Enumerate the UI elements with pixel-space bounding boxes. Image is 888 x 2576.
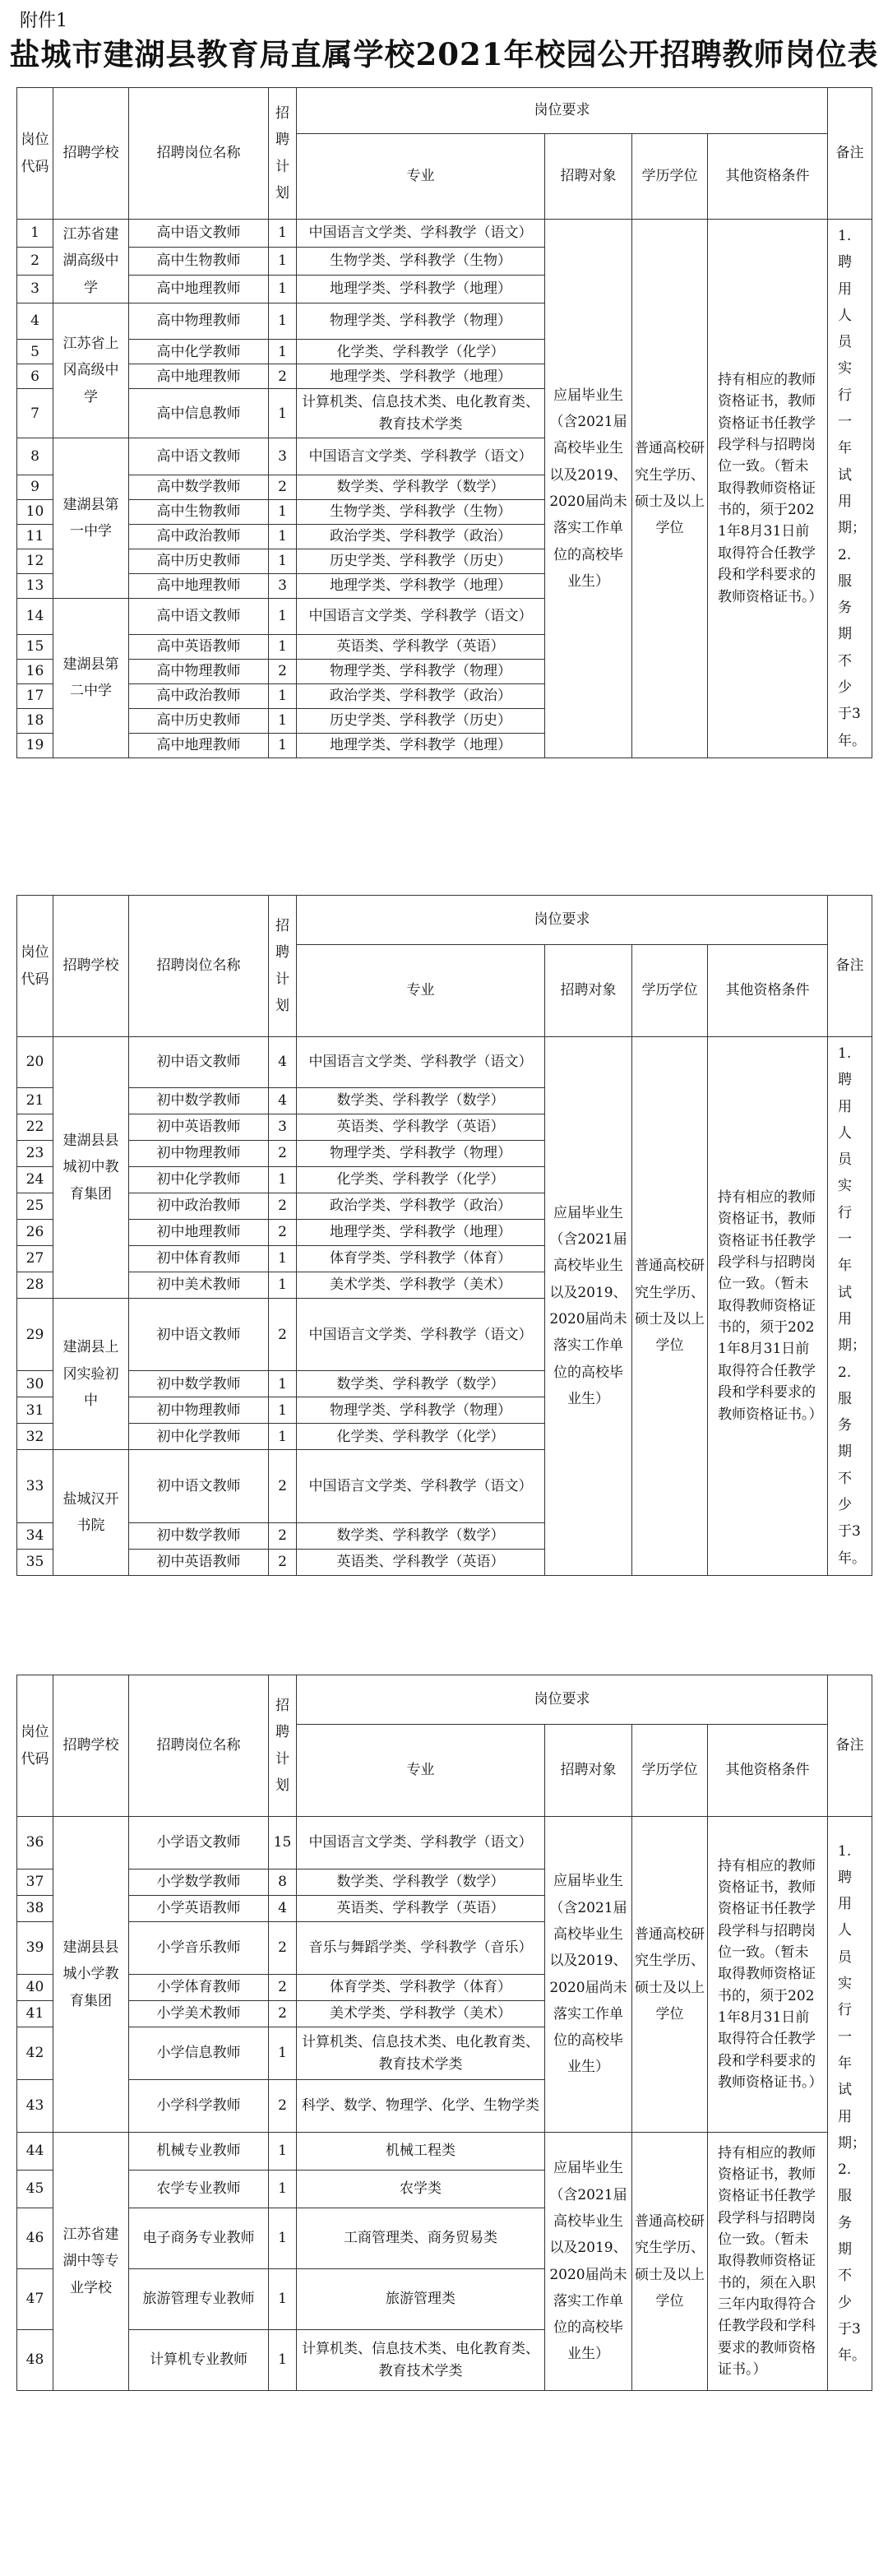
position-major: 数学类、学科教学（数学） [297,1869,545,1896]
position-major: 体育学类、学科教学（体育） [297,1975,545,2001]
position-plan: 1 [269,247,297,275]
position-major: 英语类、学科教学（英语） [297,1896,545,1922]
remarks: 1.聘用人员实行一年试用期；2.服务期不少于3年。 [828,1817,872,2391]
position-name: 高中语文教师 [129,598,269,634]
position-major: 农学类 [297,2171,545,2208]
position-major: 中国语言文学类、学科教学（语文） [297,220,545,248]
position-major: 计算机类、信息技术类、电化教育类、教育技术学类 [297,2330,545,2391]
position-plan: 1 [269,524,297,549]
header-target: 招聘对象 [545,1725,632,1817]
position-code: 33 [17,1450,53,1522]
position-major: 机械工程类 [297,2133,545,2171]
position-plan: 2 [269,1299,297,1371]
position-plan: 1 [269,2330,297,2391]
other-qualification: 持有相应的教师资格证书，教师资格证书任教学段学科与招聘岗位一致。（暂未取得教师资格证书的，须在入职三年内取得符合任教学段和学科要求的教师资格证书。） [708,2133,828,2391]
position-code: 26 [17,1220,53,1246]
position-table [16,895,872,1576]
school-name: 建湖县第二中学 [53,598,129,758]
position-major: 科学、数学、物理学、化学、生物学类 [297,2080,545,2133]
header-plan: 招聘计划 [269,896,297,1037]
recruit-target: 应届毕业生（含2021届高校毕业生以及2019、2020届尚未落实工作单位的高校毕业生） [545,2133,632,2391]
header-requirements: 岗位要求 [297,88,828,134]
position-major: 化学类、学科教学（化学） [297,340,545,364]
position-code: 23 [17,1141,53,1167]
header-requirements: 岗位要求 [297,896,828,945]
position-code: 1 [17,220,53,248]
position-major: 美术学类、学科教学（美术） [297,1272,545,1299]
header-code: 岗位代码 [17,88,53,220]
header-remarks: 备注 [828,88,872,220]
other-qualification: 持有相应的教师资格证书，教师资格证书任教学段学科与招聘岗位一致。（暂未取得教师资格证书的，须于2021年8月31日前取得符合任教学段和学科要求的教师资格证书。） [708,1037,828,1576]
position-code: 29 [17,1299,53,1371]
table-row [17,1037,872,1088]
position-code: 48 [17,2330,53,2391]
edu-requirement: 普通高校研究生学历、硕士及以上学位 [632,1817,708,2133]
position-major: 政治学类、学科教学（政治） [297,524,545,549]
header-remarks: 备注 [828,896,872,1037]
position-plan: 2 [269,2080,297,2133]
position-name: 初中化学教师 [129,1424,269,1450]
position-name: 计算机专业教师 [129,2330,269,2391]
school-name: 建湖县县城小学教育集团 [53,1817,129,2133]
position-code: 5 [17,340,53,364]
position-plan: 1 [269,1424,297,1450]
position-plan: 2 [269,1975,297,2001]
position-name: 高中语文教师 [129,220,269,248]
position-code: 40 [17,1975,53,2001]
position-plan: 1 [269,2133,297,2171]
position-plan: 1 [269,1167,297,1193]
position-plan: 3 [269,573,297,598]
position-code: 34 [17,1522,53,1549]
position-name: 小学语文教师 [129,1817,269,1869]
position-code: 6 [17,364,53,389]
position-name: 小学英语教师 [129,1896,269,1922]
position-name: 旅游管理专业教师 [129,2269,269,2330]
position-name: 高中英语教师 [129,634,269,659]
position-plan: 2 [269,1922,297,1975]
position-code: 4 [17,303,53,339]
header-plan: 招聘计划 [269,1675,297,1817]
position-name: 初中物理教师 [129,1397,269,1424]
position-plan: 1 [269,733,297,758]
position-code: 47 [17,2269,53,2330]
other-qualification: 持有相应的教师资格证书，教师资格证书任教学段学科与招聘岗位一致。（暂未取得教师资格证书的，须于2021年8月31日前取得符合任教学段和学科要求的教师资格证书。） [708,220,828,758]
position-name: 高中政治教师 [129,524,269,549]
position-code: 16 [17,659,53,683]
position-major: 计算机类、信息技术类、电化教育类、教育技术学类 [297,389,545,438]
position-name: 高中历史教师 [129,549,269,573]
position-plan: 1 [269,683,297,708]
school-name: 江苏省上冈高级中学 [53,303,129,438]
position-code: 38 [17,1896,53,1922]
position-plan: 1 [269,389,297,438]
position-major: 地理学类、学科教学（地理） [297,1220,545,1246]
position-name: 电子商务专业教师 [129,2208,269,2269]
table-row [17,2133,872,2171]
position-plan: 2 [269,1450,297,1522]
position-plan: 1 [269,220,297,248]
position-code: 31 [17,1397,53,1424]
position-plan: 1 [269,275,297,303]
position-major: 数学类、学科教学（数学） [297,475,545,499]
header-major: 专业 [297,1725,545,1817]
header-target: 招聘对象 [545,134,632,220]
position-code: 19 [17,733,53,758]
position-plan: 1 [269,1246,297,1272]
position-major: 计算机类、信息技术类、电化教育类、教育技术学类 [297,2027,545,2080]
position-name: 初中语文教师 [129,1299,269,1371]
position-name: 初中政治教师 [129,1193,269,1220]
position-major: 中国语言文学类、学科教学（语文） [297,598,545,634]
position-major: 旅游管理类 [297,2269,545,2330]
header-target: 招聘对象 [545,945,632,1037]
position-code: 12 [17,549,53,573]
remarks: 1.聘用人员实行一年试用期；2.服务期不少于3年。 [828,1037,872,1576]
position-plan: 2 [269,475,297,499]
position-name: 高中地理教师 [129,733,269,758]
position-name: 小学信息教师 [129,2027,269,2080]
position-major: 音乐与舞蹈学类、学科教学（音乐） [297,1922,545,1975]
position-name: 初中地理教师 [129,1220,269,1246]
header-major: 专业 [297,945,545,1037]
position-name: 高中物理教师 [129,303,269,339]
position-plan: 8 [269,1869,297,1896]
position-plan: 3 [269,438,297,475]
position-major: 化学类、学科教学（化学） [297,1424,545,1450]
position-name: 初中语文教师 [129,1037,269,1088]
header-school: 招聘学校 [53,896,129,1037]
position-major: 英语类、学科教学（英语） [297,634,545,659]
edu-requirement: 普通高校研究生学历、硕士及以上学位 [632,1037,708,1576]
position-code: 36 [17,1817,53,1869]
recruit-target: 应届毕业生（含2021届高校毕业生以及2019、2020届尚未落实工作单位的高校毕业生） [545,1037,632,1576]
position-plan: 2 [269,364,297,389]
position-code: 45 [17,2171,53,2208]
position-major: 体育学类、学科教学（体育） [297,1246,545,1272]
position-code: 3 [17,275,53,303]
position-code: 43 [17,2080,53,2133]
position-major: 中国语言文学类、学科教学（语文） [297,1037,545,1088]
position-major: 数学类、学科教学（数学） [297,1088,545,1114]
position-plan: 2 [269,2001,297,2027]
position-plan: 2 [269,1220,297,1246]
header-plan: 招聘计划 [269,88,297,220]
position-plan: 2 [269,1193,297,1220]
position-code: 42 [17,2027,53,2080]
position-major: 历史学类、学科教学（历史） [297,549,545,573]
position-code: 30 [17,1371,53,1397]
position-plan: 15 [269,1817,297,1869]
header-edu: 学历学位 [632,945,708,1037]
position-major: 中国语言文学类、学科教学（语文） [297,1817,545,1869]
recruit-target: 应届毕业生（含2021届高校毕业生以及2019、2020届尚未落实工作单位的高校毕业生） [545,220,632,758]
position-name: 小学体育教师 [129,1975,269,2001]
position-code: 39 [17,1922,53,1975]
header-major: 专业 [297,134,545,220]
position-plan: 1 [269,1371,297,1397]
header-edu: 学历学位 [632,1725,708,1817]
position-major: 中国语言文学类、学科教学（语文） [297,1450,545,1522]
position-name: 高中语文教师 [129,438,269,475]
position-major: 英语类、学科教学（英语） [297,1549,545,1575]
position-name: 高中地理教师 [129,364,269,389]
position-name: 初中数学教师 [129,1371,269,1397]
position-plan: 1 [269,499,297,524]
header-qual: 其他资格条件 [708,134,828,220]
position-code: 37 [17,1869,53,1896]
edu-requirement: 普通高校研究生学历、硕士及以上学位 [632,220,708,758]
school-name: 建湖县上冈实验初中 [53,1299,129,1450]
school-name: 江苏省建湖高级中学 [53,220,129,303]
position-code: 7 [17,389,53,438]
position-code: 14 [17,598,53,634]
position-major: 物理学类、学科教学（物理） [297,1397,545,1424]
position-major: 化学类、学科教学（化学） [297,1167,545,1193]
position-name: 初中英语教师 [129,1549,269,1575]
position-plan: 2 [269,1522,297,1549]
position-table [16,87,872,758]
header-requirements: 岗位要求 [297,1675,828,1725]
position-name: 高中地理教师 [129,275,269,303]
position-plan: 1 [269,634,297,659]
position-plan: 1 [269,708,297,733]
position-code: 32 [17,1424,53,1450]
position-major: 地理学类、学科教学（地理） [297,573,545,598]
header-qual: 其他资格条件 [708,945,828,1037]
school-name: 盐城汉开书院 [53,1450,129,1575]
position-major: 生物学类、学科教学（生物） [297,247,545,275]
position-name: 小学美术教师 [129,2001,269,2027]
position-name: 初中体育教师 [129,1246,269,1272]
position-code: 46 [17,2208,53,2269]
position-major: 工商管理类、商务贸易类 [297,2208,545,2269]
position-plan: 1 [269,303,297,339]
position-plan: 2 [269,1549,297,1575]
position-name: 初中物理教师 [129,1141,269,1167]
recruit-target: 应届毕业生（含2021届高校毕业生以及2019、2020届尚未落实工作单位的高校毕业生） [545,1817,632,2133]
position-major: 美术学类、学科教学（美术） [297,2001,545,2027]
position-code: 35 [17,1549,53,1575]
position-plan: 4 [269,1896,297,1922]
position-major: 数学类、学科教学（数学） [297,1371,545,1397]
position-plan: 1 [269,2208,297,2269]
position-table [16,1675,872,2391]
position-name: 高中信息教师 [129,389,269,438]
header-remarks: 备注 [828,1675,872,1817]
position-major: 生物学类、学科教学（生物） [297,499,545,524]
position-code: 22 [17,1114,53,1141]
position-name: 初中数学教师 [129,1088,269,1114]
position-code: 11 [17,524,53,549]
position-code: 20 [17,1037,53,1088]
position-name: 初中语文教师 [129,1450,269,1522]
position-code: 8 [17,438,53,475]
position-major: 地理学类、学科教学（地理） [297,364,545,389]
position-code: 2 [17,247,53,275]
position-major: 地理学类、学科教学（地理） [297,275,545,303]
position-major: 物理学类、学科教学（物理） [297,659,545,683]
school-name: 建湖县县城初中教育集团 [53,1037,129,1299]
position-plan: 1 [269,598,297,634]
position-plan: 4 [269,1037,297,1088]
position-plan: 1 [269,1397,297,1424]
remarks: 1.聘用人员实行一年试用期；2.服务期不少于3年。 [828,220,872,758]
position-name: 高中政治教师 [129,683,269,708]
position-name: 高中历史教师 [129,708,269,733]
position-plan: 1 [269,2027,297,2080]
position-code: 17 [17,683,53,708]
position-code: 44 [17,2133,53,2171]
header-code: 岗位代码 [17,1675,53,1817]
position-name: 初中美术教师 [129,1272,269,1299]
position-plan: 1 [269,2269,297,2330]
position-plan: 2 [269,1141,297,1167]
edu-requirement: 普通高校研究生学历、硕士及以上学位 [632,2133,708,2391]
position-major: 英语类、学科教学（英语） [297,1114,545,1141]
header-position: 招聘岗位名称 [129,896,269,1037]
position-name: 高中物理教师 [129,659,269,683]
position-name: 机械专业教师 [129,2133,269,2171]
position-name: 高中地理教师 [129,573,269,598]
position-major: 物理学类、学科教学（物理） [297,1141,545,1167]
position-code: 27 [17,1246,53,1272]
position-plan: 1 [269,1272,297,1299]
position-name: 农学专业教师 [129,2171,269,2208]
attachment-label: 附件1 [20,11,67,31]
position-code: 15 [17,634,53,659]
position-plan: 4 [269,1088,297,1114]
position-name: 初中数学教师 [129,1522,269,1549]
position-name: 初中英语教师 [129,1114,269,1141]
position-name: 高中生物教师 [129,247,269,275]
position-code: 10 [17,499,53,524]
position-name: 初中化学教师 [129,1167,269,1193]
header-code: 岗位代码 [17,896,53,1037]
position-plan: 3 [269,1114,297,1141]
position-major: 物理学类、学科教学（物理） [297,303,545,339]
position-code: 41 [17,2001,53,2027]
page-title: 盐城市建湖县教育局直属学校2021年校园公开招聘教师岗位表 [9,36,879,72]
position-code: 18 [17,708,53,733]
position-name: 小学科学教师 [129,2080,269,2133]
position-major: 政治学类、学科教学（政治） [297,683,545,708]
header-school: 招聘学校 [53,1675,129,1817]
position-major: 中国语言文学类、学科教学（语文） [297,1299,545,1371]
position-code: 21 [17,1088,53,1114]
header-position: 招聘岗位名称 [129,1675,269,1817]
position-major: 地理学类、学科教学（地理） [297,733,545,758]
header-position: 招聘岗位名称 [129,88,269,220]
header-school: 招聘学校 [53,88,129,220]
position-code: 24 [17,1167,53,1193]
position-major: 数学类、学科教学（数学） [297,1522,545,1549]
position-major: 政治学类、学科教学（政治） [297,1193,545,1220]
school-name: 建湖县第一中学 [53,438,129,598]
position-name: 小学音乐教师 [129,1922,269,1975]
position-name: 高中化学教师 [129,340,269,364]
position-name: 高中数学教师 [129,475,269,499]
position-plan: 1 [269,2171,297,2208]
position-major: 中国语言文学类、学科教学（语文） [297,438,545,475]
header-edu: 学历学位 [632,134,708,220]
position-code: 9 [17,475,53,499]
position-code: 13 [17,573,53,598]
position-plan: 1 [269,549,297,573]
school-name: 江苏省建湖中等专业学校 [53,2133,129,2391]
position-code: 25 [17,1193,53,1220]
table-row [17,220,872,248]
other-qualification: 持有相应的教师资格证书，教师资格证书任教学段学科与招聘岗位一致。（暂未取得教师资格证书的，须于2021年8月31日前取得符合任教学段和学科要求的教师资格证书。） [708,1817,828,2133]
position-plan: 2 [269,659,297,683]
position-code: 28 [17,1272,53,1299]
position-name: 小学数学教师 [129,1869,269,1896]
table-row [17,1817,872,1869]
header-qual: 其他资格条件 [708,1725,828,1817]
position-plan: 1 [269,340,297,364]
position-major: 历史学类、学科教学（历史） [297,708,545,733]
position-name: 高中生物教师 [129,499,269,524]
